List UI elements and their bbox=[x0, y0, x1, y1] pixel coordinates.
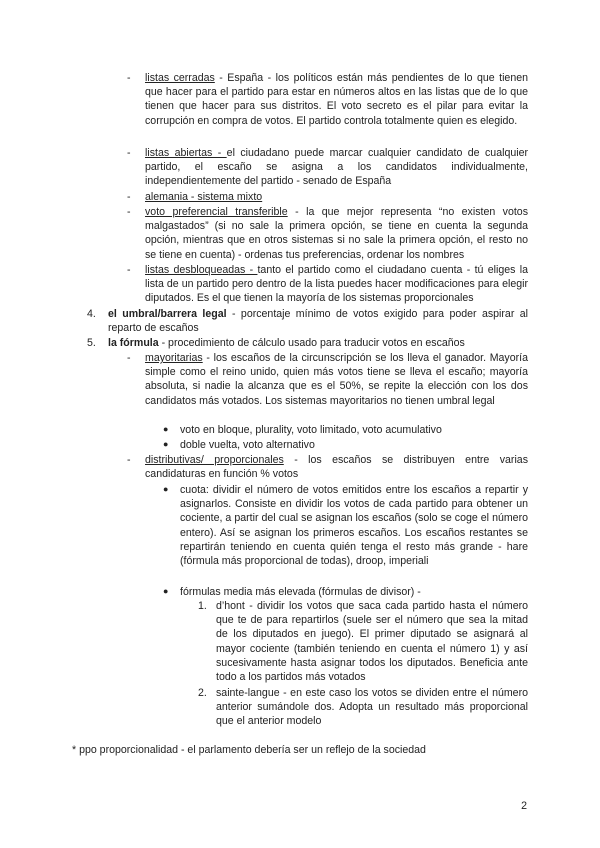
term-listas-desbloqueadas: listas desbloqueadas - bbox=[145, 264, 258, 276]
bullet-icon: ● bbox=[163, 484, 169, 494]
bullet-item-voto-bloque: voto en bloque, plurality, voto limitado, voto acumulativo bbox=[180, 424, 442, 436]
dash-marker: - bbox=[127, 454, 131, 466]
text-distributivas: - los escaños se distribuyen entre varias candidaturas en función % votos bbox=[145, 454, 528, 481]
list-item-listas-desbloqueadas bbox=[145, 263, 528, 306]
list-item-umbral bbox=[108, 307, 528, 335]
term-listas-cerradas: listas cerradas bbox=[145, 72, 215, 84]
list-number: 2. bbox=[198, 687, 207, 699]
list-item-alemania bbox=[145, 190, 528, 204]
list-number: 1. bbox=[198, 600, 207, 612]
list-number: 5. bbox=[87, 337, 96, 349]
text-voto-preferencial: - la que mejor representa “no existen votos malgastados” (si no sale la primera opción, se tiene en cuenta la segunda opción, mientras que en otros sistemas si no sale la primera opción, el resto no se tiene en cuenta) - ordenas tus preferencias, ordenar los nombres bbox=[145, 206, 528, 261]
dash-marker: - bbox=[127, 191, 131, 203]
list-item-voto-preferencial bbox=[145, 205, 528, 262]
text-listas-cerradas: - España - los políticos están más pendientes de lo que tienen que hacer para el partido para estar en números altos en las listas que de lo que tienen que hacer para sus distritos. El voto secreto es el pilar para evitar la corrupción en compra de votos. El partido controla totalmente quien es elegido. bbox=[145, 72, 528, 127]
bullet-item-doble-vuelta: doble vuelta, voto alternativo bbox=[180, 439, 315, 451]
term-distributivas: distributivas/ proporcionales bbox=[145, 454, 284, 466]
dash-marker: - bbox=[127, 264, 131, 276]
text-listas-desbloqueadas: tanto el partido como el ciudadano cuenta - tú eliges la lista de un partido pero dentro de la lista puedes hacer modificaciones para elegir diputados. Es el que tienen la mayoría de los sistemas proporcionales bbox=[145, 264, 528, 305]
list-number: 4. bbox=[87, 308, 96, 320]
dash-marker: - bbox=[127, 352, 131, 364]
text-formula: - procedimiento de cálculo usado para traducir votos en escaños bbox=[158, 337, 465, 349]
list-item-formula bbox=[108, 336, 528, 350]
text-listas-abiertas: el ciudadano puede marcar cualquier candidato de cualquier partido, el escaño se asigna a los candidatos individualmente, independientemente del partido - senado de España bbox=[145, 147, 528, 188]
bullet-icon: ● bbox=[163, 586, 169, 596]
term-voto-preferencial: voto preferencial transferible bbox=[145, 206, 288, 218]
list-item-sainte-langue: sainte-langue - en este caso los votos se dividen entre el número anterior sumándole dos. Adopta un resultado más proporcional que el anterior modelo bbox=[216, 687, 528, 728]
dash-marker: - bbox=[127, 206, 131, 218]
term-alemania: alemania - sistema mixto bbox=[145, 191, 263, 203]
bullet-icon: ● bbox=[163, 424, 169, 434]
dash-marker: - bbox=[127, 72, 131, 84]
term-formula: la fórmula bbox=[108, 337, 159, 349]
term-umbral: el umbral/barrera legal bbox=[108, 308, 227, 320]
list-item-distributivas bbox=[145, 453, 528, 481]
list-item-listas-abiertas bbox=[145, 146, 528, 189]
text-umbral: - porcentaje mínimo de votos exigido para poder aspirar al reparto de escaños bbox=[108, 308, 529, 335]
bullet-item-cuota: cuota: dividir el número de votos emitidos entre los escaños a repartir y asignarlos. Consiste en dividir los votos de cada partido para obtener un cociente, a partir del cual se asignan los escaños (solo se coge el número entero). Así se asignan los primeros escaños. Los escaños restantes se repartirán teniendo en cuenta quién tenga el resto más grande - hare (fórmula más proporcional de todas), droop, imperiali bbox=[180, 484, 528, 568]
text-mayoritarias: - los escaños de la circunscripción se los lleva el ganador. Mayoría simple como el reino unido, quien más votos tiene se lleva el escaño; mayoría absoluta, si nadie la alcanza que es el 50%, se repite la elección con los dos candidatos más votados. Los sistemas mayoritarios no tienen umbral legal bbox=[145, 352, 528, 407]
bullet-item-formulas: fórmulas media más elevada (fórmulas de divisor) - bbox=[180, 586, 421, 598]
page-number: 2 bbox=[521, 800, 527, 812]
list-item-mayoritarias bbox=[145, 351, 528, 408]
list-item-listas-cerradas bbox=[145, 71, 528, 128]
bullet-icon: ● bbox=[163, 439, 169, 449]
footnote: * ppo proporcionalidad - el parlamento debería ser un reflejo de la sociedad bbox=[72, 744, 426, 756]
list-item-dhont: d’hont - dividir los votos que saca cada partido hasta el número que te de para repartirlos (suele ser el número que sea la mitad de los diputados en juego). El primer diputado se asignará al mayor cociente (también teniendo en cuenta el número 1) y así sucesivamente hasta asignar todos los diputados. Beneficia ante todo a los partidos más votados bbox=[216, 600, 528, 684]
term-mayoritarias: mayoritarias bbox=[145, 352, 203, 364]
dash-marker: - bbox=[127, 147, 131, 159]
term-listas-abiertas: listas abiertas - bbox=[145, 147, 227, 159]
